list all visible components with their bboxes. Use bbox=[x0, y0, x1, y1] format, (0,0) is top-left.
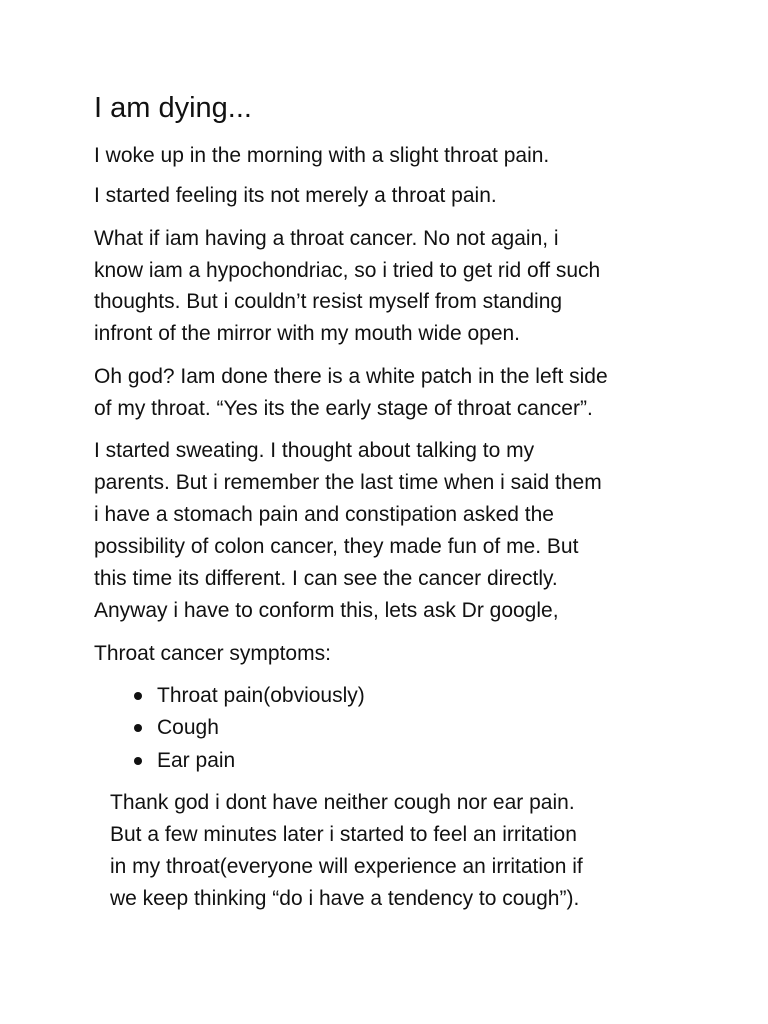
text-line: i have a stomach pain and constipation asked the bbox=[94, 503, 554, 526]
text-line: parents. But i remember the last time when i said them bbox=[94, 471, 602, 494]
bullet-icon bbox=[134, 757, 142, 765]
text-line: I woke up in the morning with a slight throat pain. bbox=[94, 144, 550, 167]
bullet-icon bbox=[134, 692, 142, 700]
page-title: I am dying... bbox=[94, 92, 252, 124]
text-line: this time its different. I can see the cancer directly. bbox=[94, 567, 558, 590]
text-line: I started sweating. I thought about talking to my bbox=[94, 439, 535, 462]
text-line: of my throat. “Yes its the early stage of throat cancer”. bbox=[94, 397, 593, 420]
text-line: Anyway i have to conform this, lets ask Dr google, bbox=[94, 599, 559, 622]
text-line: we keep thinking “do i have a tendency to cough”). bbox=[110, 887, 580, 910]
text-line: infront of the mirror with my mouth wide open. bbox=[94, 322, 521, 345]
text-line: thoughts. But i couldn’t resist myself from standing bbox=[94, 290, 563, 313]
list-item-text: Throat pain(obviously) bbox=[157, 684, 365, 707]
list-item-text: Cough bbox=[157, 716, 219, 739]
text-line: Oh god? Iam done there is a white patch in the left side bbox=[94, 365, 608, 388]
text-line: possibility of colon cancer, they made fun of me. But bbox=[94, 535, 579, 558]
text-line: know iam a hypochondriac, so i tried to get rid off such bbox=[94, 259, 601, 282]
bullet-icon bbox=[134, 724, 142, 732]
text-line: Thank god i dont have neither cough nor ear pain. bbox=[110, 791, 575, 814]
text-line: Throat cancer symptoms: bbox=[94, 642, 331, 665]
text-line: But a few minutes later i started to feel an irritation bbox=[110, 823, 577, 846]
list-item-text: Ear pain bbox=[157, 749, 236, 772]
text-line: in my throat(everyone will experience an irritation if bbox=[110, 855, 583, 878]
text-line: I started feeling its not merely a throat pain. bbox=[94, 184, 497, 207]
text-line: What if iam having a throat cancer. No not again, i bbox=[94, 227, 559, 250]
